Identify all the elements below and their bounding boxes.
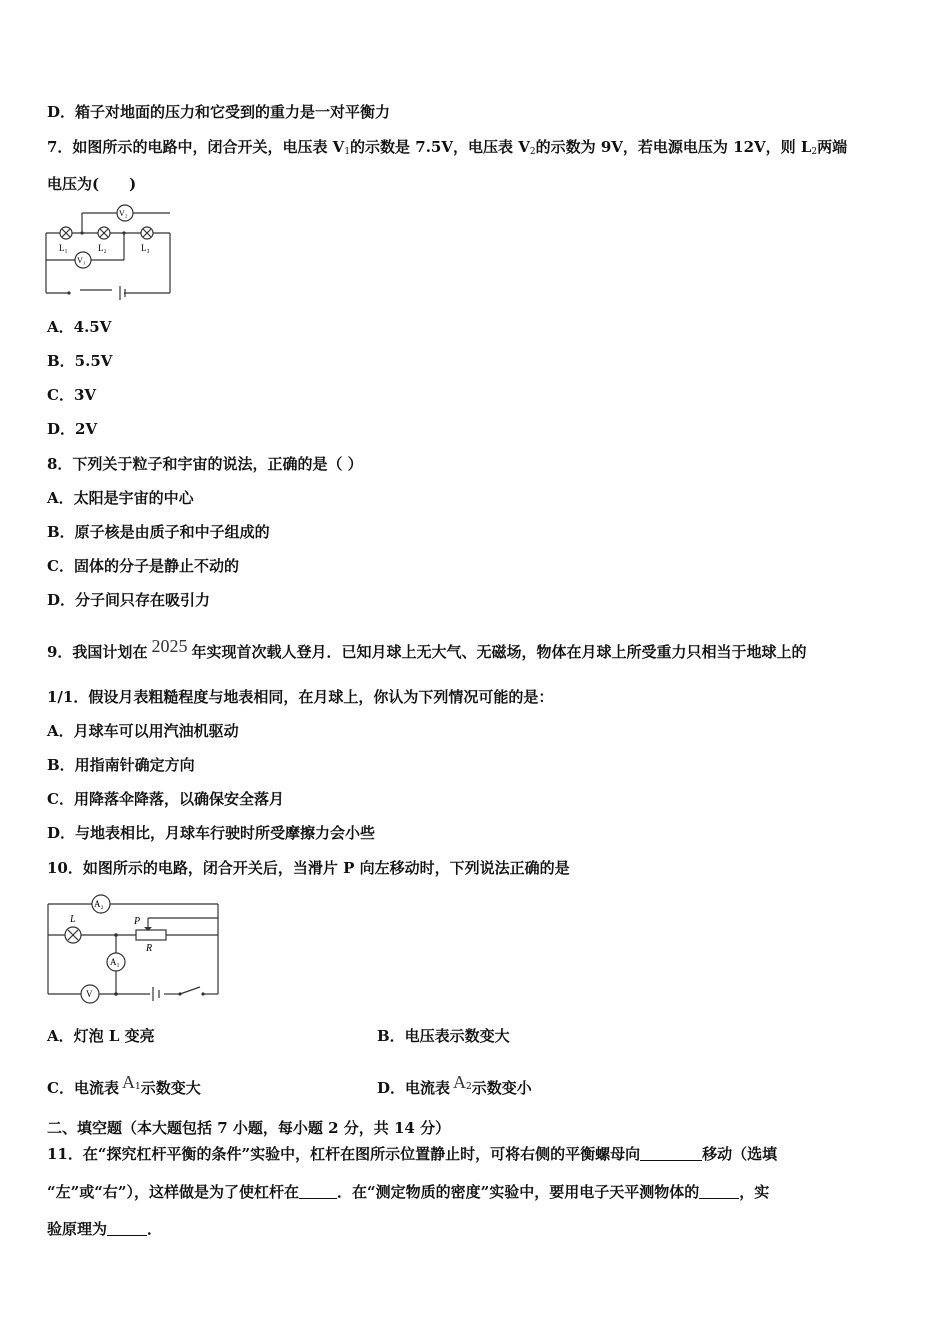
q7-stem-part: 两端 (817, 138, 848, 156)
q11-part: ，实 (739, 1183, 770, 1201)
q8-option-b: B．原子核是由质子和中子组成的 (47, 523, 270, 541)
q7-option-b: B．5.5V (47, 352, 113, 370)
q10-option-c-part: 示数变大 (140, 1079, 201, 1097)
q10-option-d-symbol: A (453, 1072, 467, 1092)
q7-fig-v1: V₁ (77, 256, 86, 265)
q10-option-c-subscript: 1 (134, 1082, 141, 1092)
q10-stem: 10．如图所示的电路，闭合开关后，当滑片 P 向左移动时，下列说法正确的是 (47, 859, 570, 877)
q6-option-d: D．箱子对地面的压力和它受到的重力是一对平衡力 (47, 103, 391, 121)
q11-part: ．在“测定物质的密度”实验中，要用电子天平测物体的 (337, 1183, 700, 1201)
q7-fig-l2: L₂ (98, 243, 107, 253)
q11-blank-4[interactable] (107, 1221, 147, 1236)
q9-stem (47, 636, 806, 662)
q9-year: 2025 (151, 636, 188, 656)
q9-option-b: B．用指南针确定方向 (47, 756, 195, 774)
q10-option-c (47, 1072, 201, 1098)
q7-stem-part: 的示数为 9V，若电源电压为 12V，则 L (535, 138, 812, 156)
q7-circuit-diagram (40, 200, 180, 300)
q10-fig-v: V (86, 989, 93, 999)
q11-line3 (47, 1219, 162, 1239)
q11-part: 验原理为 (47, 1220, 108, 1238)
q7-option-c: C．3V (47, 386, 97, 404)
q10-fig-a1: A₁ (110, 957, 120, 967)
q10-fig-p: P (134, 916, 141, 927)
q11-line1 (47, 1144, 777, 1164)
q10-option-d-part: 示数变小 (471, 1079, 532, 1097)
q10-fig-a2: A₂ (94, 899, 104, 909)
q9-option-a: A．月球车可以用汽油机驱动 (47, 722, 239, 740)
q11-blank-2[interactable] (299, 1184, 337, 1199)
q11-part: ． (147, 1220, 163, 1238)
q7-stem (47, 137, 847, 162)
q9-stem-part: 年实现首次载人登月．已知月球上无大气、无磁场，物体在月球上所受重力只相当于地球上的 (191, 643, 807, 661)
q7-stem-line2: 电压为( ) (47, 175, 137, 193)
q8-option-d: D．分子间只存在吸引力 (47, 591, 211, 609)
q10-option-d-subscript: 2 (466, 1082, 472, 1092)
q7-fig-v2: V₂ (119, 209, 128, 218)
q11-part: 11．在“探究杠杆平衡的条件”实验中，杠杆在图所示位置静止时，可将右侧的平衡螺母向 (47, 1145, 641, 1163)
q9-stem-part: 9．我国计划在 (47, 643, 148, 661)
q8-stem: 8．下列关于粒子和宇宙的说法，正确的是（ ） (47, 455, 363, 473)
q11-blank-1[interactable] (640, 1146, 702, 1161)
q10-option-d-part: D．电流表 (377, 1079, 451, 1097)
q7-option-a: A．4.5V (47, 318, 112, 336)
q7-sub: 2 (529, 147, 536, 157)
q7-fig-l1: L₁ (59, 243, 68, 253)
q7-fig-l3: L₃ (141, 243, 150, 253)
q9-option-d: D．与地表相比，月球车行驶时所受摩擦力会小些 (47, 824, 376, 842)
q7-option-d: D．2V (47, 420, 98, 438)
q9-option-c: C．用降落伞降落，以确保安全落月 (47, 790, 284, 808)
q10-circuit-diagram (40, 890, 230, 1010)
q9-stem-line2: 1/1．假设月表粗糙程度与地表相同，在月球上，你认为下列情况可能的是： (47, 688, 554, 706)
q11-part: “左”或“右”），这样做是为了使杠杆在 (47, 1183, 300, 1201)
section-2-heading: 二、填空题（本大题包括 7 小题，每小题 2 分，共 14 分） (47, 1119, 451, 1137)
q11-part: 移动（选填 (702, 1145, 778, 1163)
q11-line2 (47, 1182, 769, 1202)
q8-option-a: A．太阳是宇宙的中心 (47, 489, 194, 507)
q7-stem-part: 7．如图所示的电路中，闭合开关，电压表 V (47, 138, 345, 156)
q10-option-d (377, 1072, 532, 1098)
q7-stem-part: 的示数是 7.5V，电压表 V (350, 138, 530, 156)
q10-option-a: A．灯泡 L 变亮 (47, 1027, 155, 1045)
q10-fig-l: L (70, 914, 76, 925)
q7-sub: 1 (344, 147, 351, 157)
q10-option-c-symbol: A (121, 1072, 135, 1092)
q7-sub: 2 (811, 147, 818, 157)
q11-blank-3[interactable] (699, 1184, 739, 1199)
q10-fig-r: R (146, 943, 153, 954)
q8-option-c: C．固体的分子是静止不动的 (47, 557, 239, 575)
q10-option-c-part: C．电流表 (47, 1079, 119, 1097)
q10-option-b: B．电压表示数变大 (377, 1027, 510, 1045)
